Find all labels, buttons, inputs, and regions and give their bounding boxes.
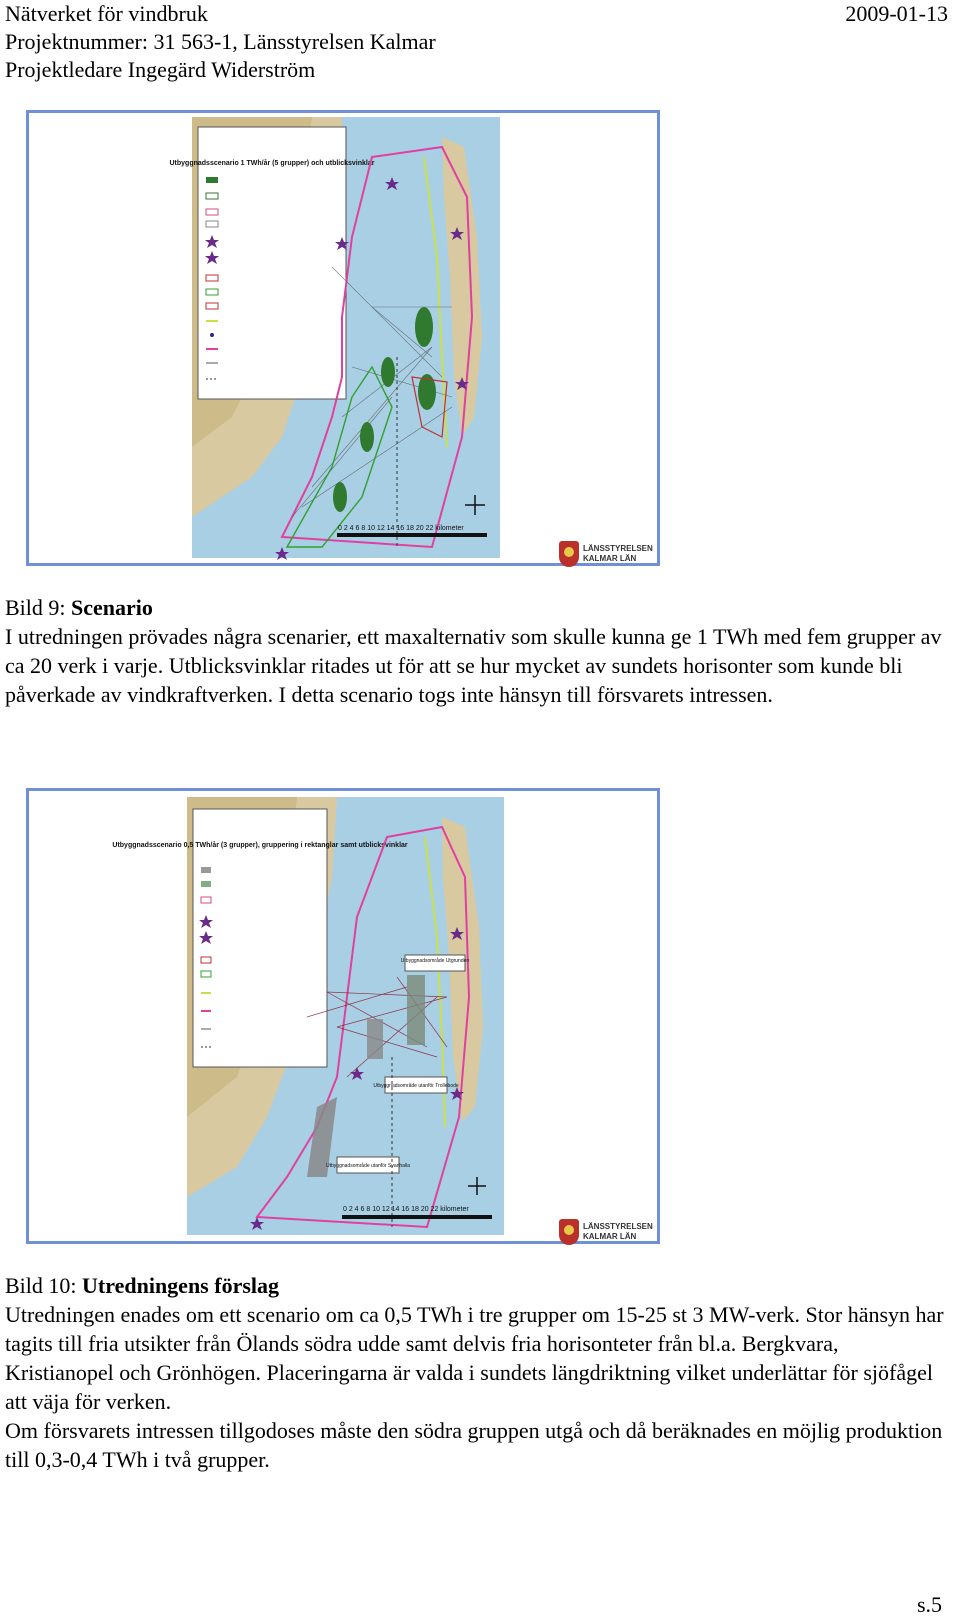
label-svanhalla: Utbyggnadsområde utanför Svanhalla	[326, 1163, 410, 1169]
legend-title-1: Utbyggnadsscenario 1 TWh/år (5 grupper) och utblicksvinklar	[169, 160, 375, 167]
caption-title: Scenario	[71, 595, 153, 620]
map-scenario-1	[169, 117, 500, 558]
page-number: s.5	[916, 1592, 942, 1617]
map-scenario-2	[112, 797, 504, 1235]
scale-bar-1: 0 2 4 6 8 10 12 14 16 18 20 22 kilometer	[338, 525, 464, 532]
header-org: Nätverket för vindbruk	[5, 1, 208, 26]
caption-bild-9	[5, 593, 950, 709]
crest-icon	[559, 1219, 579, 1245]
crest-icon	[559, 541, 579, 567]
caption-bild-10	[5, 1271, 950, 1474]
caption-label: Bild 10:	[5, 1273, 83, 1298]
legend-title-2: Utbyggnadsscenario 0,5 TWh/år (3 grupper), gruppering i rektanglar samt utblicksvinklar	[112, 842, 408, 849]
figure-scenario-map	[26, 110, 660, 566]
caption-text-1: Utredningen enades om ett scenario om ca 0,5 TWh i tre grupper om 15-25 st 3 MW-verk. Stor hänsyn har tagits till fria utsikter från Ölands södra udde samt delvis fria horisonteter från bl.a. Bergkvara, Kristianopel och Grönhögen. Placeringarna är valda i sundets längdriktning vilket underlättar för sjöfågel att väja för verken.	[5, 1302, 944, 1414]
header-project: Projektnummer: 31 563-1, Länsstyrelsen Kalmar	[5, 29, 436, 54]
caption-text: I utredningen prövades några scenarier, ett maxalternativ som skulle kunna ge 1 TWh med fem grupper av ca 20 verk i varje. Utblicksvinklar ritades ut för att se hur mycket av sundets horisonter som kunde bli påverkade av vindkraftverken. I detta scenario togs inte hänsyn till försvarets intressen.	[5, 624, 942, 707]
caption-title: Utredningens förslag	[82, 1273, 280, 1298]
logo-lansstyrelsen-2: LÄNSSTYRELSEN KALMAR LÄN	[559, 1219, 643, 1245]
header-leader: Projektledare Ingegärd Widerström	[5, 57, 316, 82]
svg-text:Utbyggnadsscenario 1 TWh/år (5	[170, 159, 375, 167]
caption-label: Bild 9:	[5, 595, 72, 620]
scale-bar-2: 0 2 4 6 8 10 12 14 16 18 20 22 kilometer	[343, 1206, 469, 1213]
figure-proposal-map	[26, 788, 660, 1244]
caption-text-2: Om försvarets intressen tillgodoses måste den södra gruppen utgå och då beräknades en möjlig produktion till 0,3-0,4 TWh i två grupper.	[5, 1418, 943, 1472]
header-date: 2009-01-13	[845, 1, 948, 26]
logo-lansstyrelsen-1: LÄNSSTYRELSEN KALMAR LÄN	[559, 541, 643, 567]
label-utgrunden: Utbyggnadsområde Utgrunden	[400, 958, 470, 964]
label-trollebode: Utbyggnadsområde utanför Trollebode	[373, 1083, 459, 1089]
